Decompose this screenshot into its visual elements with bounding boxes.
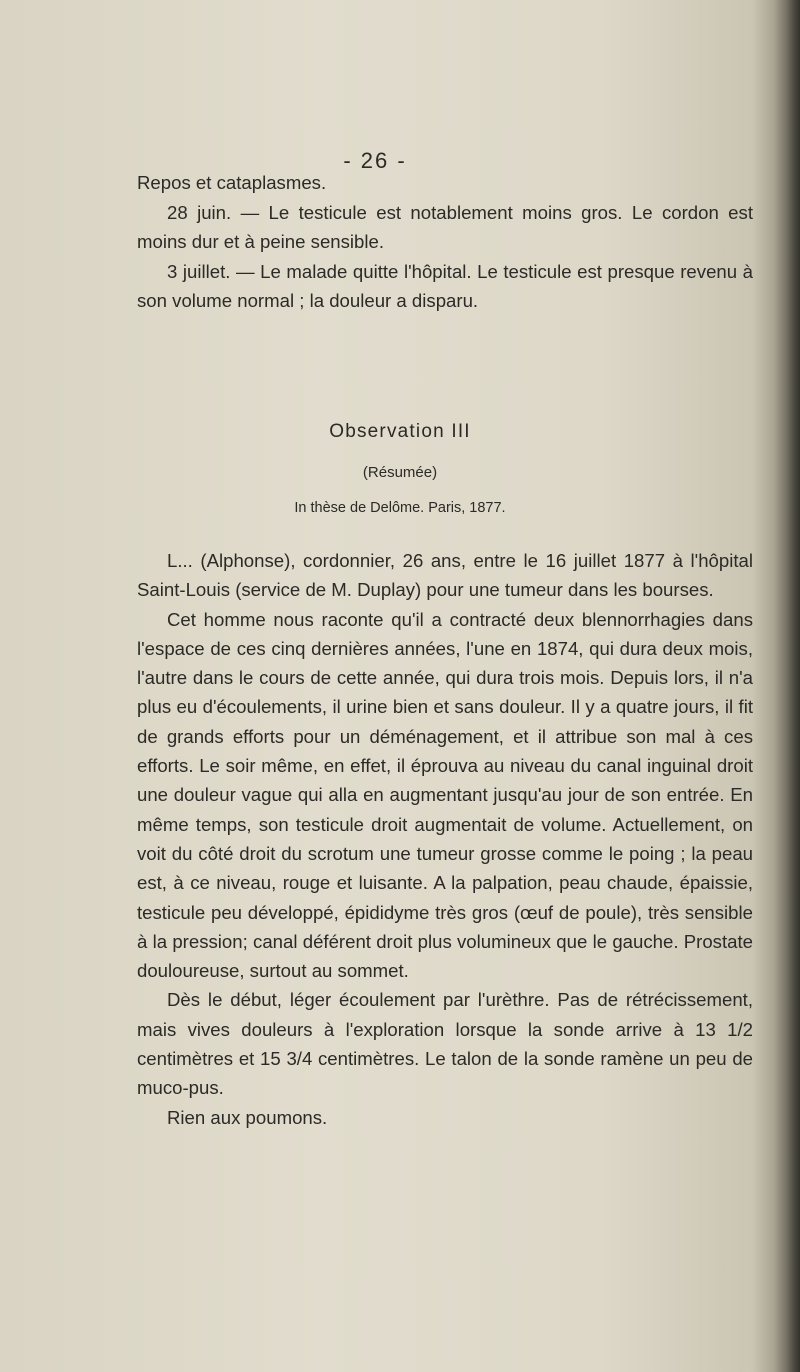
paragraph-lungs: Rien aux poumons. bbox=[167, 1106, 328, 1128]
page-edge-shadow bbox=[774, 0, 800, 1372]
page-number: - 26 - bbox=[343, 148, 407, 173]
observation-body bbox=[137, 546, 753, 1132]
paragraph-exploration: Dès le début, léger écoulement par l'urèthre. Pas de rétrécissement, mais vives douleurs à l'exploration lorsque la sonde arrive à 13 1/2 centimètres et 15 3/4 centimètres. Le talon de la sonde ramène un peu de muco-pus. bbox=[137, 989, 753, 1099]
paragraph-history: Cet homme nous raconte qu'il a contracté deux blennorrhagies dans l'espace de ces cinq dernières années, l'une en 1874, qui dura deux mois, l'autre dans le cours de cette année, qui dura trois mois. Depuis lors, il n'a plus eu d'écoulements, il urine bien et sans douleur. Il y a quatre jours, il fit de grands efforts pour un déménagement, et il attribue son mal à ces efforts. Le soir même, en effet, il éprouva au niveau du canal inguinal droit une douleur vague qui alla en augmentant jusqu'au jour de son entrée. En même temps, son testicule droit augmentait de volume. Actuellement, on voit du côté droit du scrotum une tumeur grosse comme le poing ; la peau est, à ce niveau, rouge et luisante. A la palpation, peau chaude, épaissie, testicule peu développé, épididyme très gros (œuf de poule), très sensible à la pression; canal déférent droit plus volumineux que le gauche. Prostate douloureuse, surtout au sommet. bbox=[137, 608, 753, 982]
top-text-block bbox=[137, 168, 753, 316]
paragraph-28-juin: 28 juin. — Le testicule est notablement moins gros. Le cordon est moins dur et à peine sensible. bbox=[137, 201, 753, 252]
observation-source: In thèse de Delôme. Paris, 1877. bbox=[294, 500, 506, 516]
observation-subtitle: (Résumée) bbox=[362, 464, 438, 481]
observation-title: Observation III bbox=[329, 421, 471, 442]
paragraph-patient-entry: L... (Alphonse), cordonnier, 26 ans, entre le 16 juillet 1877 à l'hôpital Saint-Louis (service de M. Duplay) pour une tumeur dans les bourses. bbox=[137, 550, 753, 601]
paragraph-3-juillet: 3 juillet. — Le malade quitte l'hôpital. Le testicule est presque revenu à son volume normal ; la douleur a disparu. bbox=[137, 260, 753, 311]
paragraph-repos: Repos et cataplasmes. bbox=[137, 172, 327, 193]
